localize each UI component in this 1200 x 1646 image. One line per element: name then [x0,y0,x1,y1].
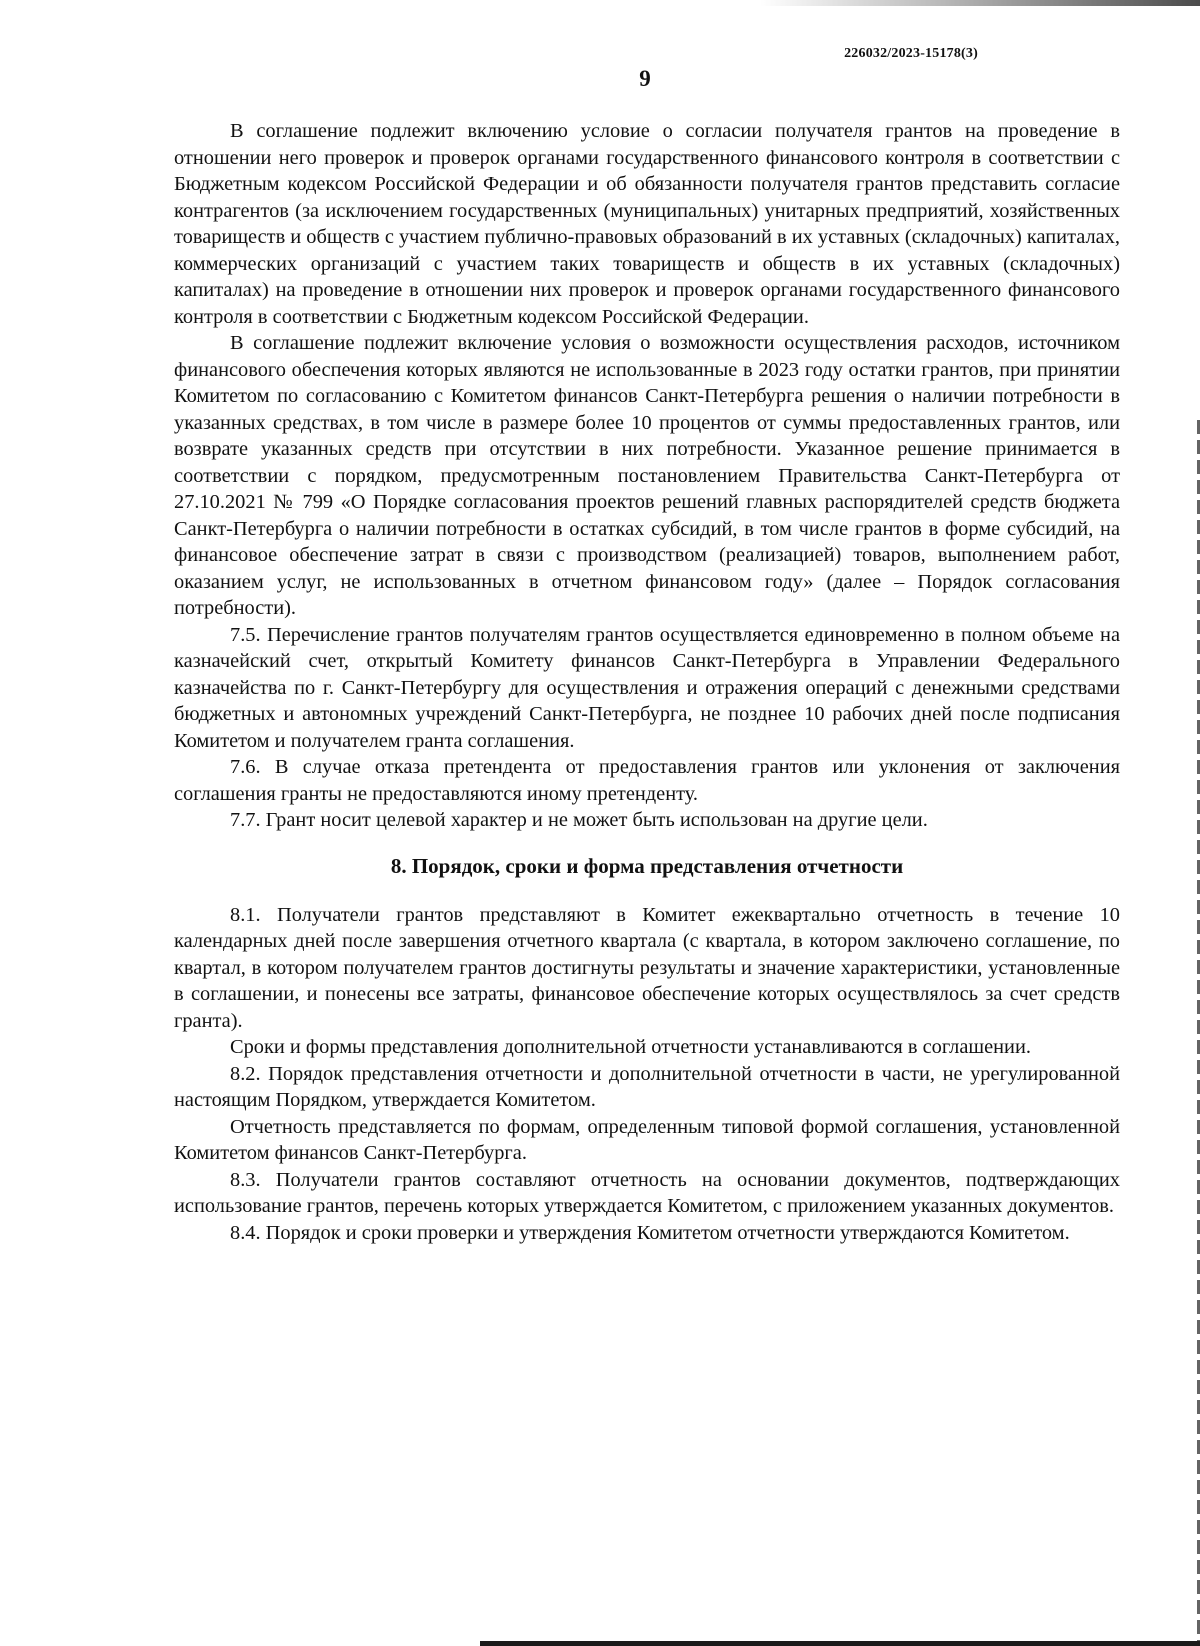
paragraph-7-5: 7.5. Перечисление грантов получателям грантов осуществляется единовременно в полном объеме на казначейский счет, открытый Комитету финансов Санкт-Петербурга в Управлении Федерального казначейства по г. Санкт-Петербургу для осуществления и отражения операций с денежными средствами бюджетных и автономных учреждений Санкт-Петербурга, не позднее 10 рабочих дней после подписания Комитетом и получателем гранта соглашения. [174,623,1120,752]
paragraph: В соглашение подлежит включению условие о согласии получателя грантов на проведение в отношении него проверок и проверок органами государственного финансового контроля в соответствии с Бюджетным кодексом Российской Федерации и об обязанности получателя грантов представить согласие контрагентов (за исключением государственных (муниципальных) унитарных предприятий, хозяйственных товариществ и обществ с участием публично-правовых образований в их уставных (складочных) капиталах, коммерческих организаций с участием таких товариществ и обществ в их уставных (складочных) капиталах) на проведение в отношении них проверок и проверок органами государственного финансового контроля в соответствии с Бюджетным кодексом Российской Федерации. [174,120,1120,328]
paragraph-7-6: 7.6. В случае отказа претендента от предоставления грантов или уклонения от заключения соглашения гранты не предоставляются иному претенденту. [174,756,1120,805]
paragraph: Отчетность представляется по формам, определенным типовой формой соглашения, установленной Комитетом финансов Санкт-Петербурга. [174,1115,1120,1164]
paragraph-8-3: 8.3. Получатели грантов составляют отчетность на основании документов, подтверждающих использование грантов, перечень которых утверждается Комитетом, с приложением указанных документов. [174,1168,1120,1217]
document-body [174,118,1120,1246]
section-heading: 8. Порядок, сроки и форма представления отчетности [390,853,904,878]
scan-artifact-top [760,0,1200,6]
paragraph-8-2: 8.2. Порядок представления отчетности и дополнительной отчетности в части, не урегулированной настоящим Порядком, утверждается Комитетом. [174,1062,1120,1111]
paragraph: В соглашение подлежит включение условия о возможности осуществления расходов, источником финансового обеспечения которых являются не использованные в 2023 году остатки грантов, при принятии Комитетом по согласованию с Комитетом финансов Санкт-Петербурга решения о наличии потребности в указанных средствах, в том числе в размере более 10 процентов от суммы предоставленных грантов, или возврате указанных средств при отсутствии в них потребности. Указанное решение принимается в соответствии с порядком, предусмотренным постановлением Правительства Санкт-Петербурга от 27.10.2021 № 799 «О Порядке согласования проектов решений главных распорядителей средств бюджета Санкт-Петербурга о наличии потребности в остатках субсидий, в том числе грантов в форме субсидий, на финансовое обеспечение затрат в связи с производством (реализацией) товаров, выполнением работ, оказанием услуг, не использованных в отчетном финансовом году» (далее – Порядок согласования потребности). [174,332,1120,619]
paragraph: Сроки и формы представления дополнительной отчетности устанавливаются в соглашении. [230,1036,1031,1058]
scan-artifact-bottom [480,1641,1200,1646]
paragraph-7-7: 7.7. Грант носит целевой характер и не может быть использован на другие цели. [230,809,928,831]
paragraph-8-1: 8.1. Получатели грантов представляют в Комитет ежеквартально отчетность в течение 10 календарных дней после завершения отчетного квартала (с квартала, в котором заключено соглашение, по квартал, в котором получателем грантов достигнуты результаты и значение характеристики, установленные в соглашении, и понесены все затраты, финансовое обеспечение которых осуществлялось за счет средств гранта). [174,903,1120,1032]
document-number: 226032/2023-15178(3) [844,46,978,61]
paragraph-8-4: 8.4. Порядок и сроки проверки и утверждения Комитетом отчетности утверждаются Комитетом. [230,1221,1070,1244]
page-number: 9 [639,66,651,91]
